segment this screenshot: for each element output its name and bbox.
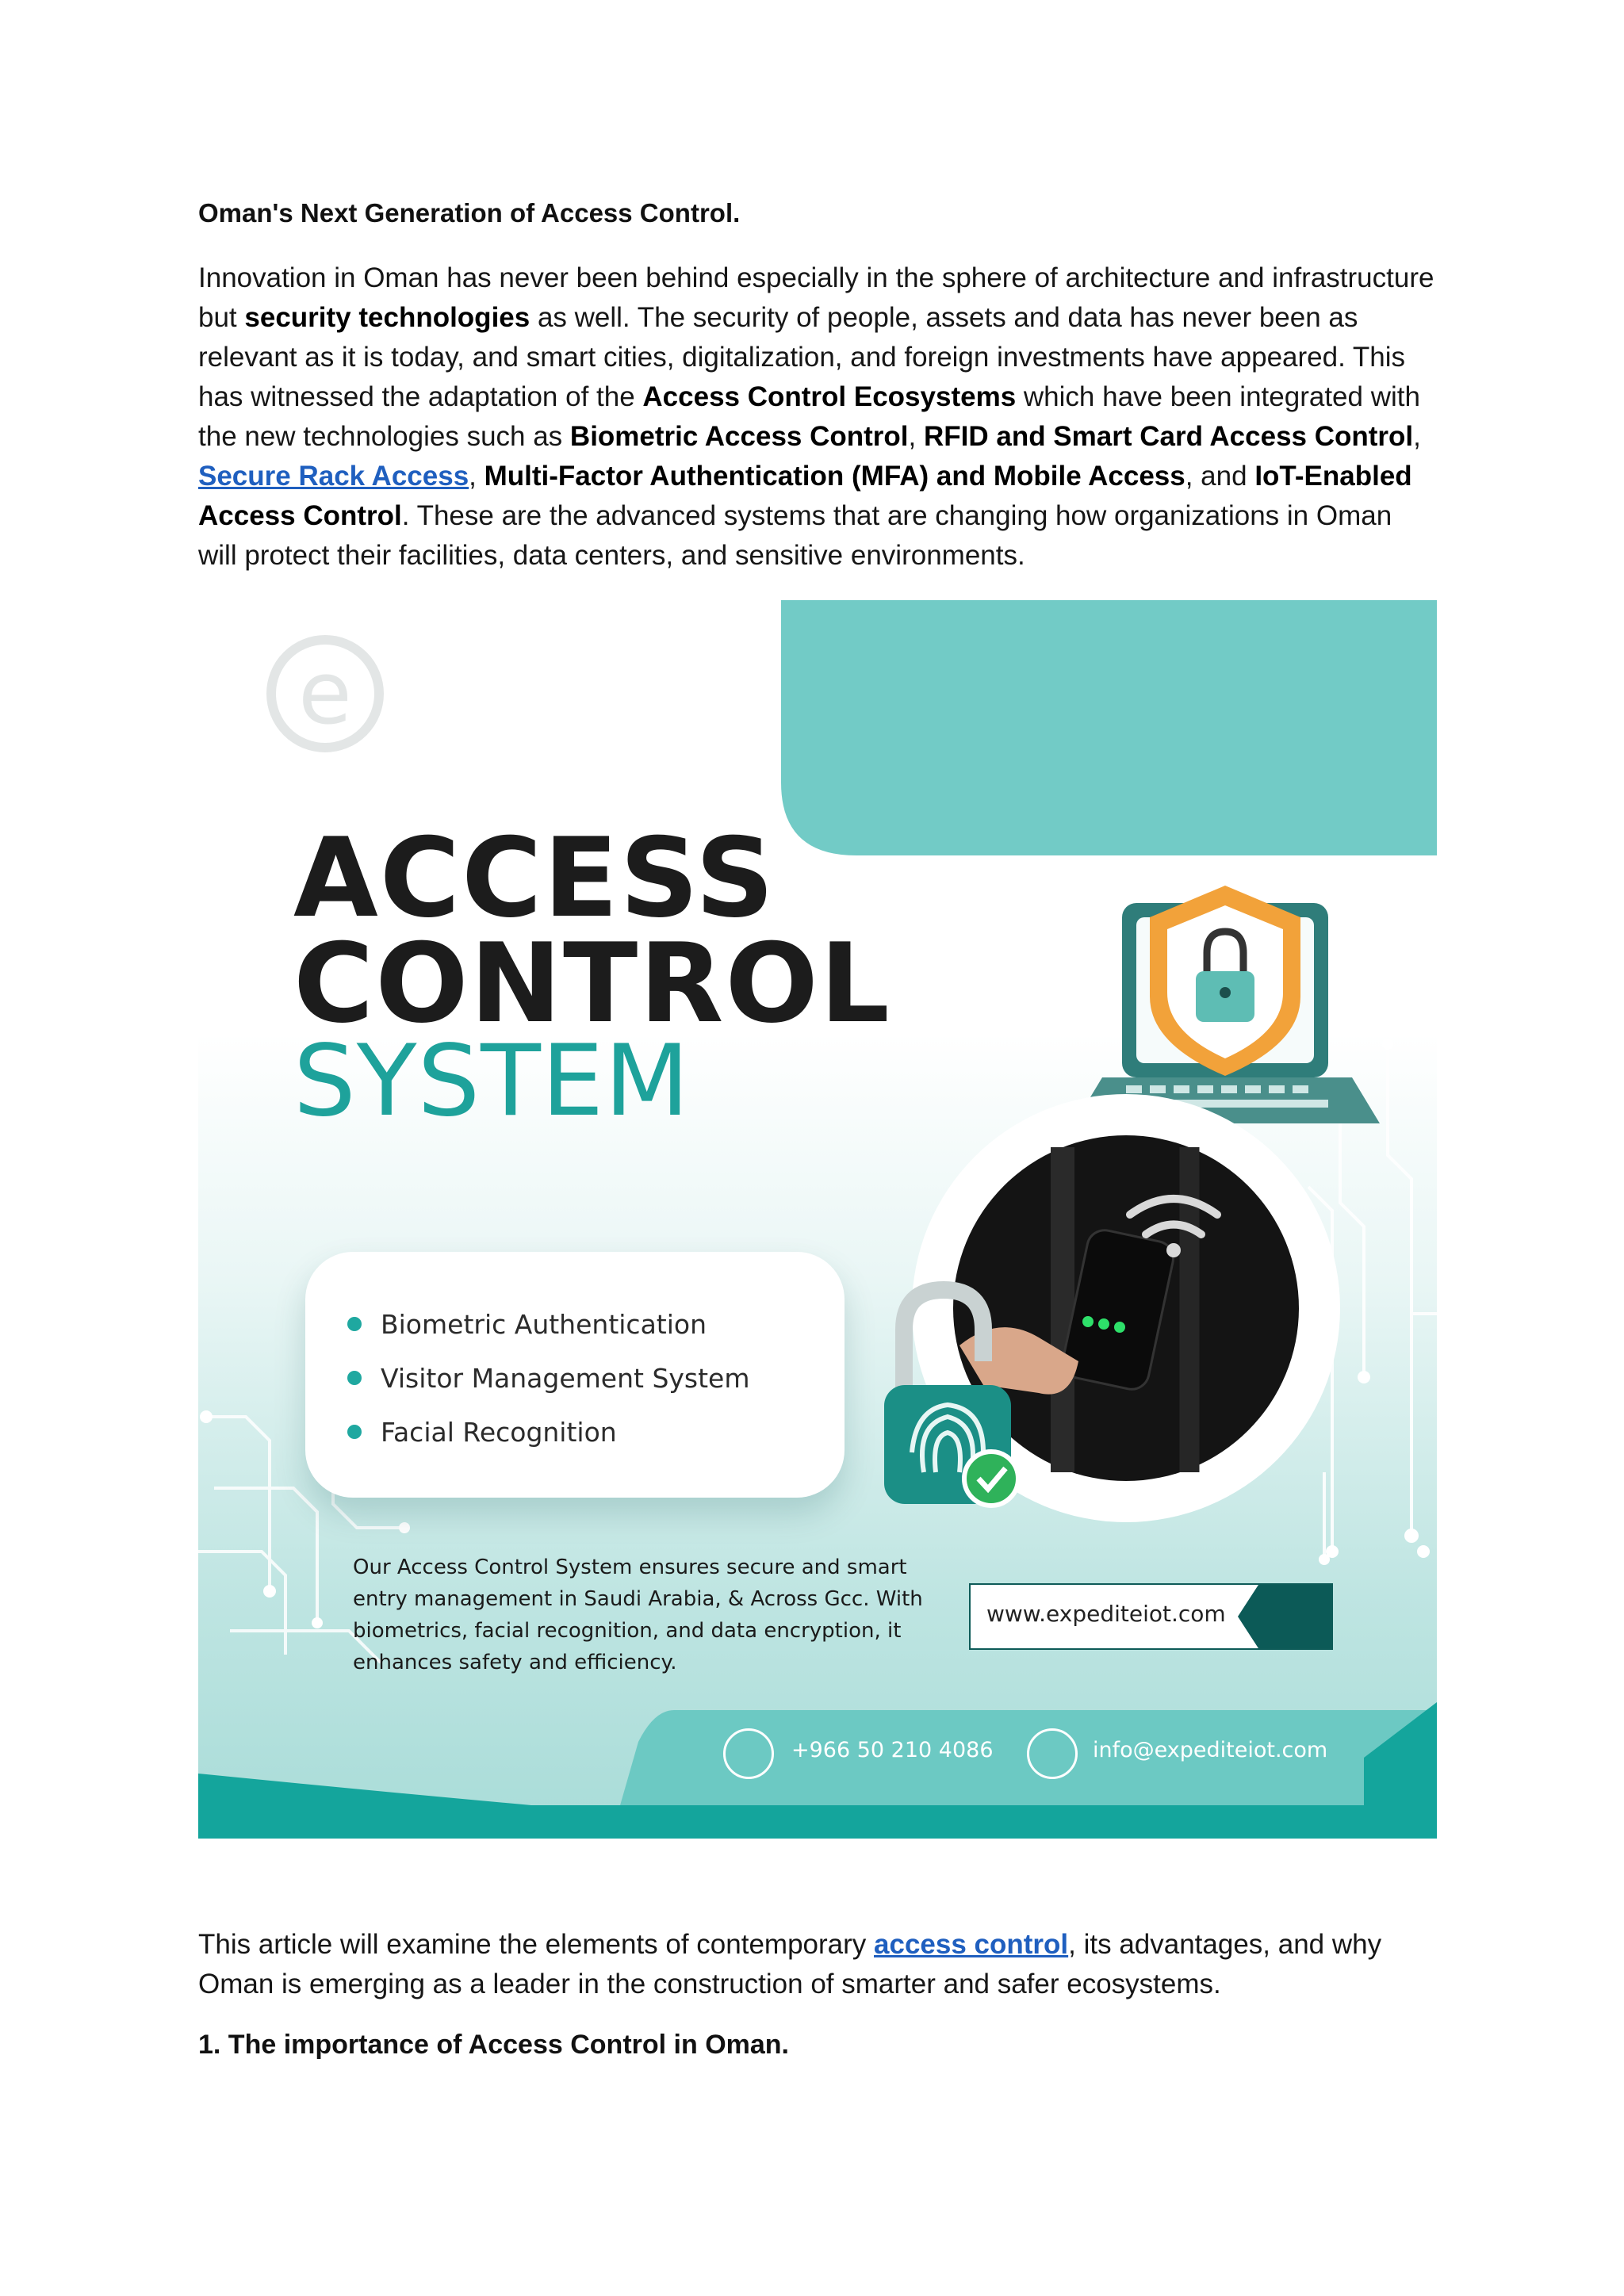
intro-paragraph: Innovation in Oman has never been behind especially in the sphere of architecture and infrastructure but security technologies as well. The security of people, assets and data has never been as relevant as it is today, and smart cities, digitalization, and foreign investments have appeared. This has witnessed the adaptation of the Access Control Ecosystems which have been integrated with the new technologies such as Biometric Access Control, RFID and Smart Card Access Control, Secure Rack Access, Multi-Factor Authentication (MFA) and Mobile Access, and IoT-Enabled Access Control. These are the advanced systems that are changing how organizations in Oman will protect their facilities, data centers, and sensitive environments. [198,262,1434,571]
check-bullet-icon [347,1317,362,1331]
url-badge [969,1583,1333,1650]
check-bullet-icon [347,1425,362,1439]
section-heading: 1. The importance of Access Control in Oman. [198,2030,789,2060]
access-control-link[interactable]: access control [874,1929,1069,1960]
bold-mfa: Multi-Factor Authentication (MFA) and Mobile Access [484,461,1185,492]
feature-item: Biometric Authentication [381,1309,707,1340]
phone-icon [723,1728,774,1779]
banner-headline-access: ACCESS [293,814,776,942]
bold-rfid: RFID and Smart Card Access Control [923,421,1414,452]
banner-phone: +966 50 210 4086 [791,1738,994,1762]
article-paragraph-2: This article will examine the elements of contemporary access control, its advantages, and why Oman is emerging as a leader in the construction of smarter and safer ecosystems. [198,1929,1382,1999]
banner-headline-control: CONTROL [293,920,891,1047]
logo-e-icon [271,640,379,748]
banner-email: info@expediteiot.com [1093,1738,1328,1762]
feature-list-card [305,1252,845,1498]
secure-rack-access-link[interactable]: Secure Rack Access [198,461,469,492]
mail-icon [1027,1728,1078,1779]
article-title: Oman's Next Generation of Access Control. [198,198,741,228]
url-text: www.expediteiot.com [986,1601,1226,1627]
feature-item: Facial Recognition [381,1417,617,1448]
bold-access-control-ecosystems: Access Control Ecosystems [642,381,1017,412]
access-control-banner-image [198,600,1437,1839]
check-bullet-icon [347,1371,362,1385]
feature-item: Visitor Management System [381,1363,750,1394]
banner-description: Our Access Control System ensures secure and smart entry management in Saudi Arabia, & Across Gcc. With biometrics, facial recognition, and data encryption, it enhances safety and efficiency. [353,1556,923,1674]
url-search-tab [1238,1585,1331,1648]
svg-text:e: e [298,642,352,744]
bold-biometric: Biometric Access Control [569,421,909,452]
bold-security-technologies: security technologies [244,302,530,333]
banner-headline-system: SYSTEM [293,1024,691,1138]
bold-iot: IoT-Enabled Access Control [198,461,1412,531]
